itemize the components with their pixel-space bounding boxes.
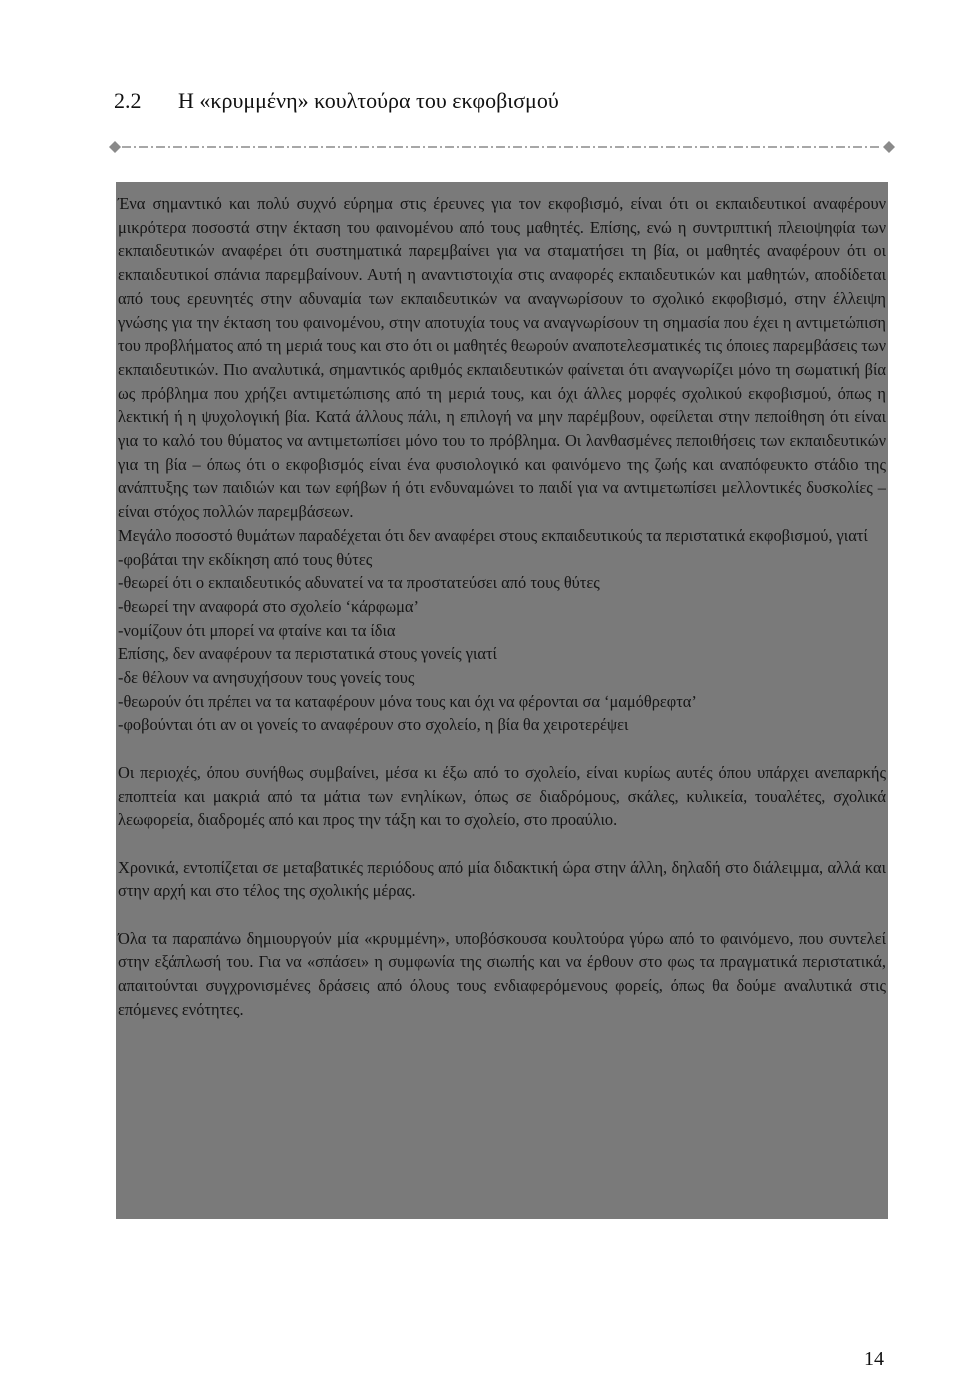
parents-list-intro: Επίσης, δεν αναφέρουν τα περιστατικά στους γονείς γιατί xyxy=(118,644,497,664)
list-item: -δε θέλουν να ανησυχήσουν τους γονείς τους xyxy=(118,668,415,688)
content-box xyxy=(116,182,888,1219)
section-number: 2.2 xyxy=(114,88,142,113)
list-item: -νομίζουν ότι μπορεί να φταίνε και τα ίδια xyxy=(118,620,396,640)
list-item: -θεωρεί ότι ο εκπαιδευτικός αδυνατεί να τα προστατεύσει από τους θύτες xyxy=(118,573,600,593)
list-item: -φοβούνται ότι αν οι γονείς το αναφέρουν στο σχολείο, η βία θα χειροτερέψει xyxy=(118,715,629,735)
list-item: -θεωρεί την αναφορά στο σχολείο ‘κάρφωμα’ xyxy=(118,596,419,616)
diamond-right-icon xyxy=(883,141,895,153)
diamond-left-icon xyxy=(109,141,121,153)
paragraph-teacher-reporting: Ένα σημαντικό και πολύ συχνό εύρημα στις έρευνες για τον εκφοβισμό, είναι ότι οι εκπαιδευτικοί αναφέρουν μικρότερα ποσοστά στην έκταση του φαινομένου από τους μαθητές. Επίσης, ενώ η συντριπτική πλειοψηφία των εκπαιδευτικών αναφέρει ότι συστηματικά παρεμβαίνει για να σταματήσει τη βία, οι μαθητές αναφέρουν ότι οι εκπαιδευτικοί σπάνια παρεμβαίνουν. Αυτή η αναντιστοιχία στις αναφορές εκπαιδευτικών και μαθητών, αποδίδεται από τους ερευνητές στην αδυναμία των εκπαιδευτικών να αναγνωρίσουν το σχολικό εκφοβισμό, στην έλλειψη γνώσης για την έκταση του φαινομένου, στην αποτυχία τους να αναγνωρίσουν τη σημασία που έχει η αντιμετώπιση του προβλήματος από τη μεριά τους και στο ότι οι μαθητές θεωρούν αναποτελεσματικές τις όποιες παρεμβάσεις των εκπαιδευτικών. Πιο αναλυτικά, σημαντικός αριθμός εκπαιδευτικών φαίνεται ότι αναγνωρίζει μόνο τη σωματική βία ως πρόβλημα που χρήζει αντιμετώπισης από τη μεριά τους, και όχι άλλες μορφές σχολικού εκφοβισμού, όπως η λεκτική ή η ψυχολογική βία. Κατά άλλους πάλι, η επιλογή να μην παρέμβουν, οφείλεται στην πεποίθηση ότι είναι για το καλό του θύματος να αντιμετωπίσει μόνο του το πρόβλημα. Οι λανθασμένες πεποιθήσεις των εκπαιδευτικών για τη βία – όπως ότι ο εκφοβισμός είναι ένα φυσιολογικό και φαινόμενο της ζωής και αναπόφευκτο στάδιο της ανάπτυξης των παιδιών και των εφήβων ή ότι ενδυναμώνει το παιδί για να αντιμετωπίσει μελλοντικές δυσκολίες – είναι στόχος πολλών παρεμβάσεων. xyxy=(118,194,886,522)
page-number: 14 xyxy=(864,1348,884,1370)
spacer xyxy=(118,737,886,761)
paragraph-locations: Οι περιοχές, όπου συνήθως συμβαίνει, μέσα κι έξω από το σχολείο, είναι κυρίως αυτές όπου υπάρχει ανεπαρκής εποπτεία και μακριά από τα μάτια των ενηλίκων, όπως σε διαδρόμους, σκάλες, κυλικεία, τουαλέτες, σχολικά λεωφορεία, διαδρομές από και προς την τάξη και το σχολείο, στο προαύλιο. xyxy=(118,762,886,830)
spacer xyxy=(118,903,886,927)
paragraph-conclusion: Όλα τα παραπάνω δημιουργούν μία «κρυμμένη», υποβόσκουσα κουλτούρα γύρω από το φαινόμενο, που συντελεί στην εξάπλωσή του. Για να «σπάσει» η συμφωνία της σιωπής και να έρθουν στο φως τα πραγματικά περιστατικά, απαιτούνται συγχρονισμένες δράσεις από όλους τους ενδιαφερόμενους φορείς, όπως θα δούμε αναλυτικά στις επόμενες ενότητες. xyxy=(118,928,886,1019)
list-item: -θεωρούν ότι πρέπει να τα καταφέρουν μόνα τους και όχι να φέρονται σα ‘μαμόθρεφτα’ xyxy=(118,691,697,711)
paragraph-timing: Χρονικά, εντοπίζεται σε μεταβατικές περιόδους από μία διδακτική ώρα στην άλλη, δηλαδή στο διάλειμμα, αλλά και στην αρχή και στο τέλος της σχολικής μέρας. xyxy=(118,857,886,901)
section-title: Η «κρυμμένη» κουλτούρα του εκφοβισμού xyxy=(178,88,559,113)
list-item: -φοβάται την εκδίκηση από τους θύτες xyxy=(118,549,373,569)
paragraph-victims-not-reporting: Μεγάλο ποσοστό θυμάτων παραδέχεται ότι δεν αναφέρει στους εκπαιδευτικούς τα περιστατικά εκφοβισμού, γιατί xyxy=(118,525,868,545)
spacer xyxy=(118,832,886,856)
section-heading xyxy=(114,86,559,116)
decorative-divider xyxy=(108,140,896,154)
